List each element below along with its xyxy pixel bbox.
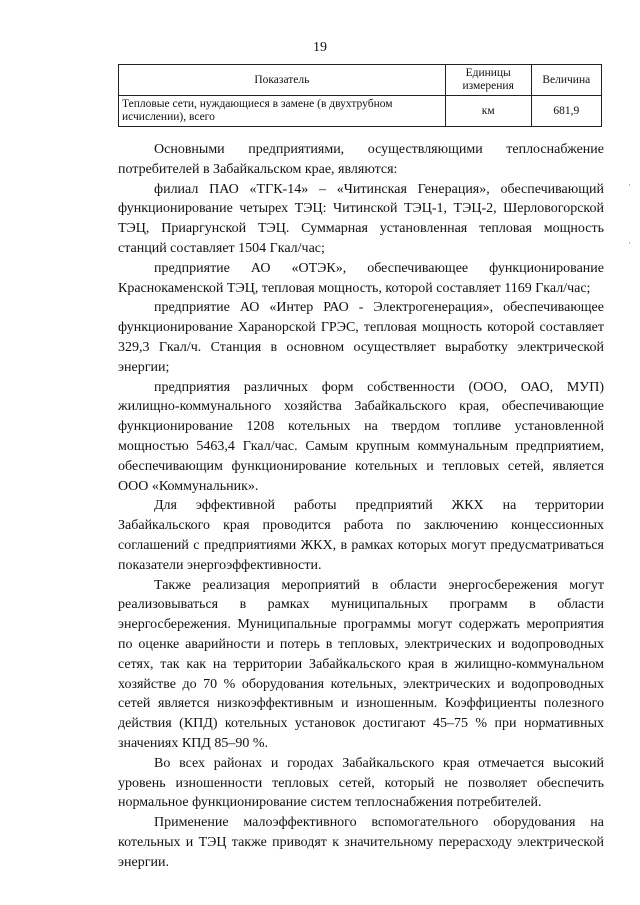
margin-tick: · [628, 238, 631, 248]
paragraph-intro: Основными предприятиями, осуществляющими теплоснабжение потребителей в Забайкальском крае, являются: [118, 142, 604, 177]
header-indicator: Показатель [119, 65, 446, 96]
body-text [118, 140, 604, 872]
paragraph-housing-enterprises: предприятия различных форм собственности (ООО, ОАО, МУП) жилищно-коммунального хозяйства Забайкальского края, обеспечивающие функционирование 1208 котельных на твердом топливе установленной мощностью 5463,4 Гкал/час. Самым крупным коммунальным предприятием, обеспечивающим функционирование котельных и тепловых сетей, является ООО «Коммунальник». [118, 379, 604, 494]
header-units: Единицы измерения [445, 65, 531, 96]
table-row [119, 96, 602, 127]
margin-tick: · [628, 180, 631, 190]
paragraph-overconsumption: Применение малоэффективного вспомогательного оборудования на котельных и ТЭЦ также приводят к значительному перерасходу электрической энергии. [118, 815, 604, 870]
paragraph-otek: предприятие АО «ОТЭК», обеспечивающее функционирование Краснокаменской ТЭЦ, тепловая мощность, которой составляет 1169 Гкал/час; [118, 260, 604, 296]
cell-value: 681,9 [531, 96, 601, 127]
cell-unit: км [445, 96, 531, 127]
cell-indicator: Тепловые сети, нуждающиеся в замене (в двухтрубном исчислении), всего [119, 96, 446, 127]
table-header-row [119, 65, 602, 96]
paragraph-energy-saving: Также реализация мероприятий в области энергосбережения могут реализовываться в рамках муниципальных программ в области энергосбережения. Муниципальные программы могут содержать мероприятия по оценке аварийности и потерь в тепловых, электрических и водопроводных сетях, так как на территории Забайкальского края в жилищно-коммунальном хозяйстве до 70 % оборудования котельных, электрических и водопроводных сетей является низкоэффективным и изношенным. Коэффициенты полезного действия (КПД) котельных установок достигают 45–75 % при нормативных значениях КПД 85–90 %. [118, 577, 604, 751]
page-number: 19 [313, 40, 327, 55]
paragraph-wear: Во всех районах и городах Забайкальского края отмечается высокий уровень изношенности тепловых сетей, который не позволяет обеспечить нормальное функционирование систем теплоснабжения потребителей. [118, 755, 604, 811]
indicators-table [118, 64, 602, 127]
paragraph-tgk14: филиал ПАО «ТГК-14» – «Читинская Генерация», обеспечивающий функционирование четырех ТЭЦ: Читинской ТЭЦ-1, ТЭЦ-2, Шерловогорской ТЭЦ, Приаргунской ТЭЦ. Суммарная установленная тепловая мощность станций составляет 1504 Гкал/час; [118, 181, 604, 256]
header-value: Величина [531, 65, 601, 96]
paragraph-inter-rao: предприятие АО «Интер РАО - Электрогенерация», обеспечивающее функционирование Харанорской ГРЭС, тепловая мощность которой составляет 329,3 Гкал/ч. Станция в основном осуществляет выработку электрической энергии; [118, 300, 604, 375]
paragraph-concessions: Для эффективной работы предприятий ЖКХ на территории Забайкальского края проводится работа по заключению концессионных соглашений с предприятиями ЖКХ, в рамках которых могут предусматриваться показатели энергоэффективности. [118, 498, 604, 573]
